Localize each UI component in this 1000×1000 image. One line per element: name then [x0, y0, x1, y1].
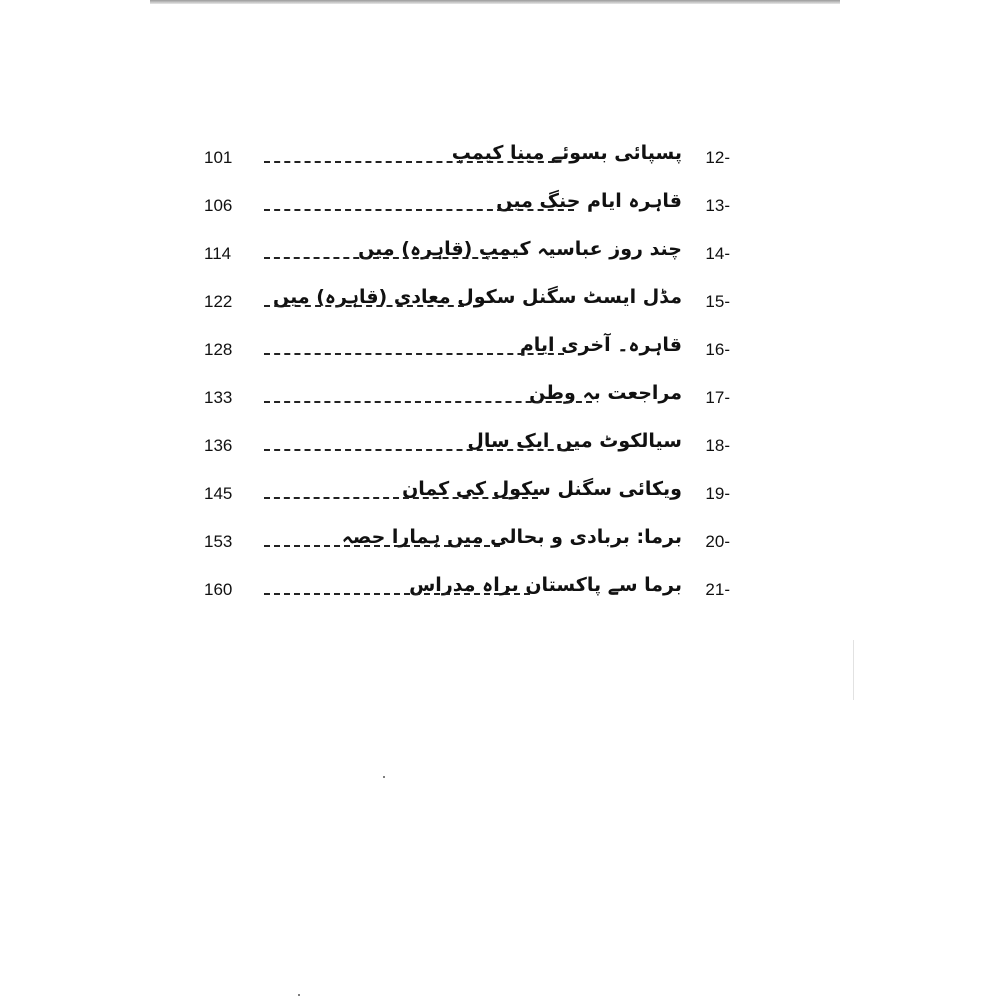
dotted-leader	[264, 545, 500, 547]
chapter-title: برما: بربادی و بحالی میں ہمارا حصہ	[341, 526, 682, 548]
toc-entry-14	[200, 236, 730, 284]
scan-speck	[298, 994, 300, 996]
chapter-number: 21-	[705, 580, 730, 599]
page-number: 153	[204, 532, 233, 551]
dotted-leader	[264, 209, 574, 211]
page-number: 128	[204, 340, 233, 359]
chapter-number: 15-	[705, 292, 730, 311]
chapter-title: پسپائی بسوئے مینا کیمپ	[451, 142, 682, 164]
page-number: 122	[204, 292, 233, 311]
scan-speck	[383, 776, 385, 778]
toc-entry-15	[200, 284, 730, 332]
chapter-number: 12-	[705, 148, 730, 167]
page-number: 133	[204, 388, 233, 407]
dotted-leader	[264, 401, 592, 403]
page-number: 106	[204, 196, 233, 215]
dotted-leader	[264, 449, 574, 451]
toc-entry-19	[200, 476, 730, 524]
dotted-leader	[264, 161, 554, 163]
chapter-title: چند روز عباسیہ کیمپ (قاہرہ) میں	[358, 238, 682, 260]
chapter-title: قاہرہ۔ آخری ایام	[519, 334, 682, 356]
toc-entry-17	[200, 380, 730, 428]
page-number: 160	[204, 580, 233, 599]
table-of-contents	[200, 140, 730, 620]
chapter-number: 13-	[705, 196, 730, 215]
chapter-title: مراجعت بہ وطن	[529, 382, 682, 404]
page-right-shadow	[853, 640, 854, 700]
toc-entry-21	[200, 572, 730, 620]
chapter-number: 20-	[705, 532, 730, 551]
page-number: 145	[204, 484, 233, 503]
dotted-leader	[264, 353, 564, 355]
chapter-number: 19-	[705, 484, 730, 503]
page-number: 114	[204, 244, 232, 263]
dotted-leader	[264, 257, 508, 259]
chapter-title: قاہرہ ایام جنگ میں	[496, 190, 682, 212]
dotted-leader	[264, 305, 464, 307]
dotted-leader	[264, 593, 530, 595]
chapter-number: 14-	[705, 244, 730, 263]
chapter-title: ویکائی سگنل سکول کی کمان	[402, 478, 682, 500]
chapter-number: 17-	[705, 388, 730, 407]
chapter-title: برما سے پاکستان براہ مدراس	[409, 574, 682, 596]
page-number: 136	[204, 436, 233, 455]
toc-entry-18	[200, 428, 730, 476]
page-top-shadow	[150, 0, 840, 4]
toc-entry-16	[200, 332, 730, 380]
chapter-number: 16-	[705, 340, 730, 359]
chapter-title: مڈل ایسٹ سگنل سکول معادی (قاہرہ) میں	[272, 286, 682, 308]
chapter-title: سیالکوٹ میں ایک سال	[467, 430, 682, 452]
toc-entry-20	[200, 524, 730, 572]
toc-entry-13	[200, 188, 730, 236]
dotted-leader	[264, 497, 538, 499]
toc-entry-12	[200, 140, 730, 188]
page-number: 101	[204, 148, 233, 167]
chapter-number: 18-	[705, 436, 730, 455]
